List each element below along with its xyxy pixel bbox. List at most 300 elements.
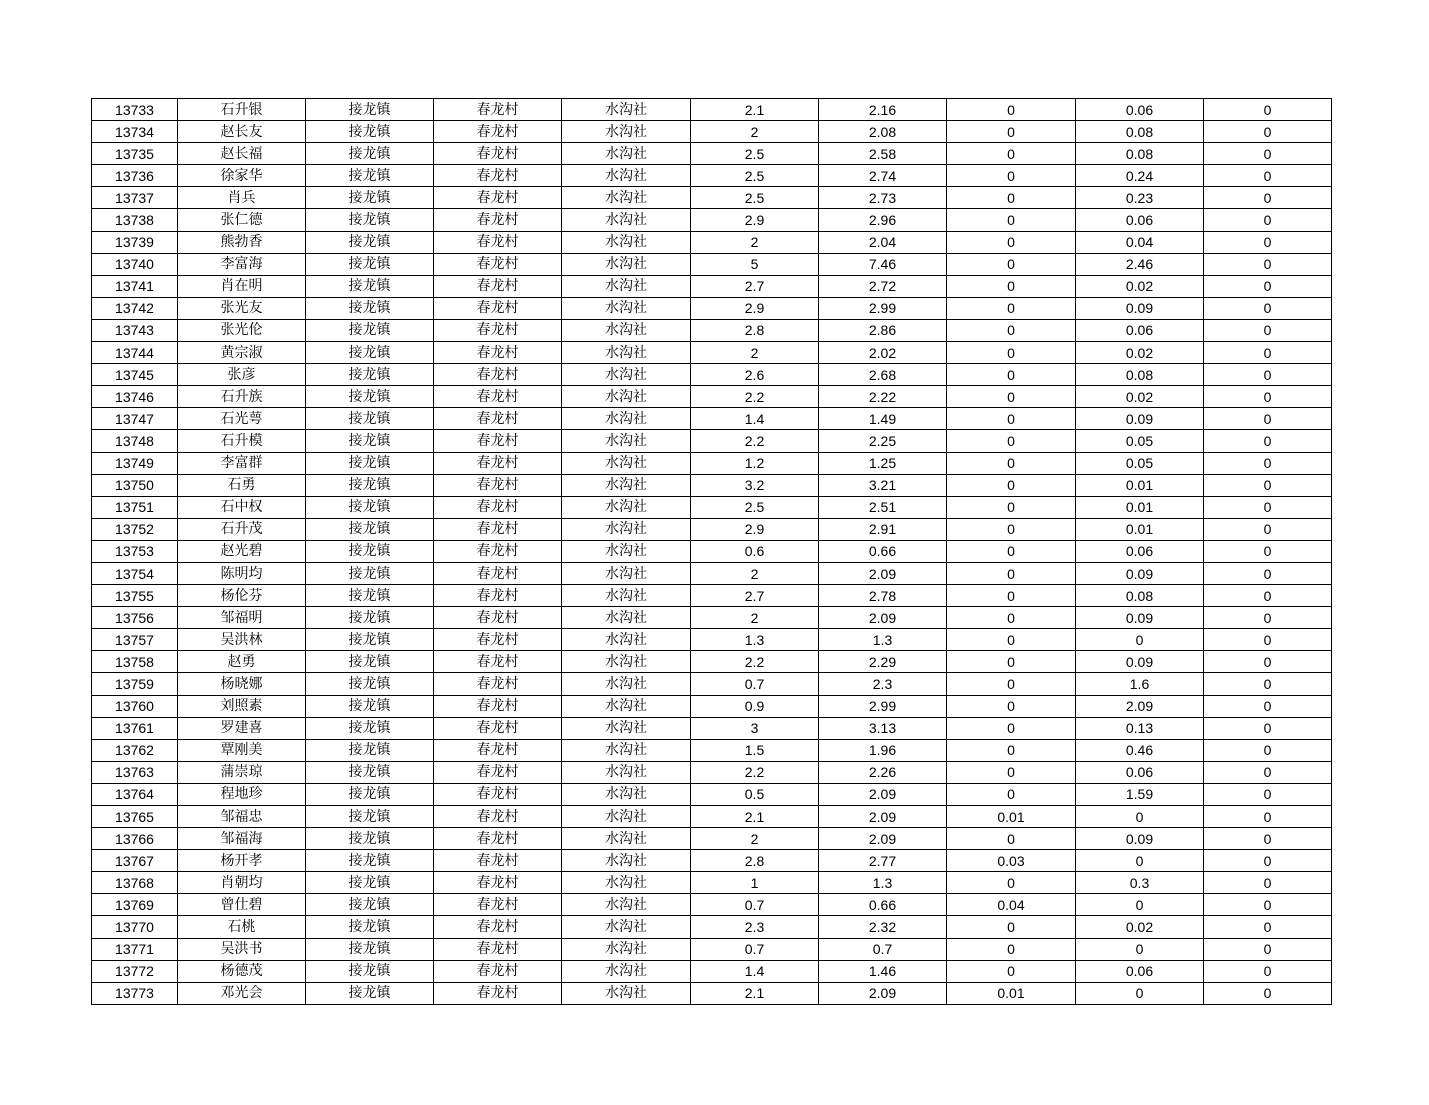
value-a-cell: 2.5 [691,165,819,187]
value-b-cell: 7.46 [819,253,947,275]
village-cell: 春龙村 [434,408,562,430]
value-b-cell: 1.25 [819,452,947,474]
value-d-cell: 0.08 [1076,585,1204,607]
table-row [92,342,1332,364]
table-row [92,518,1332,540]
village-cell: 春龙村 [434,452,562,474]
name-cell: 陈明均 [178,562,306,584]
town-cell: 接龙镇 [306,275,434,297]
group-cell: 水沟社 [562,585,691,607]
value-c-cell: 0 [947,562,1076,584]
value-b-cell: 2.25 [819,430,947,452]
table-row [92,916,1332,938]
table-row [92,872,1332,894]
name-cell: 刘照素 [178,695,306,717]
table-row [92,143,1332,165]
town-cell: 接龙镇 [306,562,434,584]
village-cell: 春龙村 [434,872,562,894]
value-e-cell: 0 [1204,806,1332,828]
value-b-cell: 1.49 [819,408,947,430]
name-cell: 邹福忠 [178,806,306,828]
town-cell: 接龙镇 [306,806,434,828]
table-row [92,938,1332,960]
id-cell: 13750 [92,474,178,496]
value-a-cell: 2 [691,121,819,143]
value-c-cell: 0 [947,231,1076,253]
value-b-cell: 1.3 [819,629,947,651]
value-d-cell: 0.06 [1076,99,1204,121]
value-d-cell: 0 [1076,806,1204,828]
value-c-cell: 0 [947,695,1076,717]
value-e-cell: 0 [1204,629,1332,651]
value-e-cell: 0 [1204,982,1332,1004]
value-c-cell: 0 [947,585,1076,607]
group-cell: 水沟社 [562,231,691,253]
value-a-cell: 5 [691,253,819,275]
town-cell: 接龙镇 [306,408,434,430]
group-cell: 水沟社 [562,761,691,783]
town-cell: 接龙镇 [306,297,434,319]
name-cell: 曾仕碧 [178,894,306,916]
value-d-cell: 0.09 [1076,828,1204,850]
town-cell: 接龙镇 [306,99,434,121]
value-b-cell: 2.68 [819,364,947,386]
town-cell: 接龙镇 [306,916,434,938]
village-cell: 春龙村 [434,143,562,165]
value-b-cell: 1.46 [819,960,947,982]
table-row [92,231,1332,253]
value-b-cell: 2.58 [819,143,947,165]
id-cell: 13739 [92,231,178,253]
value-a-cell: 2.6 [691,364,819,386]
value-e-cell: 0 [1204,717,1332,739]
group-cell: 水沟社 [562,165,691,187]
group-cell: 水沟社 [562,99,691,121]
name-cell: 石桃 [178,916,306,938]
value-c-cell: 0 [947,386,1076,408]
village-cell: 春龙村 [434,342,562,364]
name-cell: 张光友 [178,297,306,319]
table-row [92,585,1332,607]
group-cell: 水沟社 [562,342,691,364]
group-cell: 水沟社 [562,938,691,960]
table-row [92,275,1332,297]
value-a-cell: 2.2 [691,651,819,673]
group-cell: 水沟社 [562,319,691,341]
id-cell: 13760 [92,695,178,717]
group-cell: 水沟社 [562,187,691,209]
village-cell: 春龙村 [434,916,562,938]
value-c-cell: 0 [947,673,1076,695]
value-e-cell: 0 [1204,828,1332,850]
id-cell: 13741 [92,275,178,297]
value-e-cell: 0 [1204,209,1332,231]
town-cell: 接龙镇 [306,165,434,187]
id-cell: 13736 [92,165,178,187]
village-cell: 春龙村 [434,651,562,673]
value-c-cell: 0 [947,496,1076,518]
value-c-cell: 0 [947,651,1076,673]
village-cell: 春龙村 [434,629,562,651]
id-cell: 13764 [92,783,178,805]
table-row [92,651,1332,673]
value-a-cell: 1.4 [691,408,819,430]
village-cell: 春龙村 [434,806,562,828]
town-cell: 接龙镇 [306,518,434,540]
value-e-cell: 0 [1204,872,1332,894]
value-e-cell: 0 [1204,695,1332,717]
value-e-cell: 0 [1204,187,1332,209]
value-d-cell: 0.06 [1076,540,1204,562]
table-body [92,99,1332,1005]
town-cell: 接龙镇 [306,253,434,275]
value-a-cell: 1.2 [691,452,819,474]
value-b-cell: 2.72 [819,275,947,297]
name-cell: 赵长福 [178,143,306,165]
group-cell: 水沟社 [562,275,691,297]
value-c-cell: 0 [947,872,1076,894]
village-cell: 春龙村 [434,585,562,607]
value-a-cell: 2 [691,342,819,364]
group-cell: 水沟社 [562,739,691,761]
value-a-cell: 0.5 [691,783,819,805]
name-cell: 石中权 [178,496,306,518]
value-e-cell: 0 [1204,364,1332,386]
value-d-cell: 0.01 [1076,518,1204,540]
village-cell: 春龙村 [434,121,562,143]
value-d-cell: 0.08 [1076,143,1204,165]
value-c-cell: 0 [947,540,1076,562]
group-cell: 水沟社 [562,783,691,805]
value-e-cell: 0 [1204,651,1332,673]
value-c-cell: 0 [947,121,1076,143]
value-b-cell: 2.08 [819,121,947,143]
value-d-cell: 0.09 [1076,651,1204,673]
group-cell: 水沟社 [562,872,691,894]
value-e-cell: 0 [1204,916,1332,938]
value-c-cell: 0 [947,916,1076,938]
value-b-cell: 2.96 [819,209,947,231]
value-e-cell: 0 [1204,430,1332,452]
village-cell: 春龙村 [434,275,562,297]
village-cell: 春龙村 [434,430,562,452]
value-a-cell: 1.5 [691,739,819,761]
town-cell: 接龙镇 [306,474,434,496]
id-cell: 13770 [92,916,178,938]
value-e-cell: 0 [1204,297,1332,319]
group-cell: 水沟社 [562,518,691,540]
value-c-cell: 0 [947,275,1076,297]
value-e-cell: 0 [1204,165,1332,187]
value-b-cell: 2.09 [819,982,947,1004]
village-cell: 春龙村 [434,297,562,319]
table-row [92,496,1332,518]
table-row [92,960,1332,982]
name-cell: 吴洪林 [178,629,306,651]
value-b-cell: 2.09 [819,562,947,584]
name-cell: 熊勃香 [178,231,306,253]
value-c-cell: 0.04 [947,894,1076,916]
value-d-cell: 0.06 [1076,209,1204,231]
village-cell: 春龙村 [434,960,562,982]
value-b-cell: 0.7 [819,938,947,960]
town-cell: 接龙镇 [306,960,434,982]
value-b-cell: 2.16 [819,99,947,121]
town-cell: 接龙镇 [306,430,434,452]
value-b-cell: 2.32 [819,916,947,938]
town-cell: 接龙镇 [306,673,434,695]
town-cell: 接龙镇 [306,828,434,850]
id-cell: 13768 [92,872,178,894]
value-c-cell: 0 [947,828,1076,850]
value-a-cell: 1.4 [691,960,819,982]
table-row [92,828,1332,850]
value-a-cell: 2 [691,828,819,850]
town-cell: 接龙镇 [306,761,434,783]
value-d-cell: 0.13 [1076,717,1204,739]
value-c-cell: 0 [947,717,1076,739]
value-b-cell: 3.13 [819,717,947,739]
group-cell: 水沟社 [562,651,691,673]
value-e-cell: 0 [1204,342,1332,364]
village-cell: 春龙村 [434,209,562,231]
village-cell: 春龙村 [434,828,562,850]
table-row [92,607,1332,629]
village-cell: 春龙村 [434,187,562,209]
town-cell: 接龙镇 [306,540,434,562]
value-a-cell: 3 [691,717,819,739]
id-cell: 13771 [92,938,178,960]
value-d-cell: 0.09 [1076,297,1204,319]
table-row [92,629,1332,651]
value-c-cell: 0 [947,253,1076,275]
id-cell: 13765 [92,806,178,828]
id-cell: 13749 [92,452,178,474]
value-c-cell: 0 [947,430,1076,452]
group-cell: 水沟社 [562,850,691,872]
value-b-cell: 2.3 [819,673,947,695]
name-cell: 赵光碧 [178,540,306,562]
value-c-cell: 0 [947,143,1076,165]
id-cell: 13742 [92,297,178,319]
value-c-cell: 0 [947,364,1076,386]
table-row [92,253,1332,275]
id-cell: 13757 [92,629,178,651]
town-cell: 接龙镇 [306,894,434,916]
id-cell: 13756 [92,607,178,629]
group-cell: 水沟社 [562,209,691,231]
town-cell: 接龙镇 [306,364,434,386]
value-c-cell: 0 [947,938,1076,960]
value-e-cell: 0 [1204,231,1332,253]
village-cell: 春龙村 [434,231,562,253]
value-c-cell: 0 [947,739,1076,761]
id-cell: 13754 [92,562,178,584]
id-cell: 13763 [92,761,178,783]
value-c-cell: 0 [947,319,1076,341]
value-b-cell: 2.91 [819,518,947,540]
group-cell: 水沟社 [562,629,691,651]
table-row [92,364,1332,386]
value-e-cell: 0 [1204,783,1332,805]
value-b-cell: 2.99 [819,695,947,717]
value-a-cell: 2.2 [691,386,819,408]
value-d-cell: 0 [1076,982,1204,1004]
group-cell: 水沟社 [562,717,691,739]
table-row [92,319,1332,341]
value-b-cell: 2.78 [819,585,947,607]
value-a-cell: 0.7 [691,938,819,960]
id-cell: 13772 [92,960,178,982]
value-e-cell: 0 [1204,121,1332,143]
name-cell: 覃刚美 [178,739,306,761]
value-e-cell: 0 [1204,585,1332,607]
village-cell: 春龙村 [434,850,562,872]
id-cell: 13773 [92,982,178,1004]
value-a-cell: 2.1 [691,982,819,1004]
value-e-cell: 0 [1204,253,1332,275]
village-cell: 春龙村 [434,165,562,187]
name-cell: 肖朝均 [178,872,306,894]
id-cell: 13751 [92,496,178,518]
value-b-cell: 0.66 [819,894,947,916]
value-d-cell: 0.02 [1076,342,1204,364]
value-a-cell: 2.9 [691,297,819,319]
value-b-cell: 2.09 [819,806,947,828]
value-d-cell: 0.05 [1076,430,1204,452]
group-cell: 水沟社 [562,673,691,695]
id-cell: 13738 [92,209,178,231]
id-cell: 13744 [92,342,178,364]
village-cell: 春龙村 [434,319,562,341]
table-row [92,695,1332,717]
town-cell: 接龙镇 [306,651,434,673]
town-cell: 接龙镇 [306,938,434,960]
town-cell: 接龙镇 [306,121,434,143]
name-cell: 黄宗淑 [178,342,306,364]
village-cell: 春龙村 [434,783,562,805]
value-c-cell: 0 [947,607,1076,629]
value-c-cell: 0 [947,960,1076,982]
town-cell: 接龙镇 [306,319,434,341]
village-cell: 春龙村 [434,518,562,540]
group-cell: 水沟社 [562,364,691,386]
name-cell: 杨德茂 [178,960,306,982]
village-cell: 春龙村 [434,938,562,960]
value-d-cell: 0.3 [1076,872,1204,894]
value-d-cell: 0 [1076,938,1204,960]
village-cell: 春龙村 [434,99,562,121]
name-cell: 邹福海 [178,828,306,850]
table-row [92,121,1332,143]
name-cell: 赵长友 [178,121,306,143]
value-a-cell: 2.5 [691,187,819,209]
value-a-cell: 1.3 [691,629,819,651]
table-row [92,297,1332,319]
value-b-cell: 0.66 [819,540,947,562]
group-cell: 水沟社 [562,474,691,496]
group-cell: 水沟社 [562,916,691,938]
value-a-cell: 2.7 [691,275,819,297]
id-cell: 13767 [92,850,178,872]
name-cell: 杨伦芬 [178,585,306,607]
value-c-cell: 0 [947,761,1076,783]
name-cell: 肖在明 [178,275,306,297]
value-a-cell: 3.2 [691,474,819,496]
value-d-cell: 2.09 [1076,695,1204,717]
value-b-cell: 3.21 [819,474,947,496]
id-cell: 13743 [92,319,178,341]
name-cell: 肖兵 [178,187,306,209]
value-e-cell: 0 [1204,761,1332,783]
value-b-cell: 2.73 [819,187,947,209]
value-a-cell: 0.9 [691,695,819,717]
table-row [92,673,1332,695]
name-cell: 赵勇 [178,651,306,673]
value-e-cell: 0 [1204,496,1332,518]
village-cell: 春龙村 [434,364,562,386]
value-d-cell: 0.09 [1076,562,1204,584]
id-cell: 13758 [92,651,178,673]
town-cell: 接龙镇 [306,452,434,474]
group-cell: 水沟社 [562,452,691,474]
value-d-cell: 0 [1076,894,1204,916]
name-cell: 杨开孝 [178,850,306,872]
value-c-cell: 0.01 [947,982,1076,1004]
value-d-cell: 0.06 [1076,319,1204,341]
value-c-cell: 0 [947,408,1076,430]
value-b-cell: 2.22 [819,386,947,408]
id-cell: 13769 [92,894,178,916]
group-cell: 水沟社 [562,562,691,584]
table-row [92,430,1332,452]
table-row [92,187,1332,209]
value-e-cell: 0 [1204,673,1332,695]
value-a-cell: 0.7 [691,894,819,916]
value-d-cell: 0.01 [1076,496,1204,518]
name-cell: 邓光会 [178,982,306,1004]
town-cell: 接龙镇 [306,872,434,894]
table-row [92,982,1332,1004]
value-b-cell: 2.02 [819,342,947,364]
id-cell: 13733 [92,99,178,121]
village-cell: 春龙村 [434,386,562,408]
town-cell: 接龙镇 [306,231,434,253]
village-cell: 春龙村 [434,761,562,783]
name-cell: 石升银 [178,99,306,121]
value-b-cell: 2.86 [819,319,947,341]
value-e-cell: 0 [1204,386,1332,408]
group-cell: 水沟社 [562,806,691,828]
value-d-cell: 0.02 [1076,275,1204,297]
value-e-cell: 0 [1204,474,1332,496]
town-cell: 接龙镇 [306,342,434,364]
value-b-cell: 1.3 [819,872,947,894]
town-cell: 接龙镇 [306,143,434,165]
name-cell: 罗建喜 [178,717,306,739]
value-a-cell: 2.9 [691,518,819,540]
group-cell: 水沟社 [562,408,691,430]
group-cell: 水沟社 [562,386,691,408]
town-cell: 接龙镇 [306,585,434,607]
id-cell: 13734 [92,121,178,143]
value-d-cell: 0.08 [1076,121,1204,143]
value-e-cell: 0 [1204,143,1332,165]
table-row [92,452,1332,474]
name-cell: 李富群 [178,452,306,474]
value-b-cell: 2.29 [819,651,947,673]
value-e-cell: 0 [1204,938,1332,960]
